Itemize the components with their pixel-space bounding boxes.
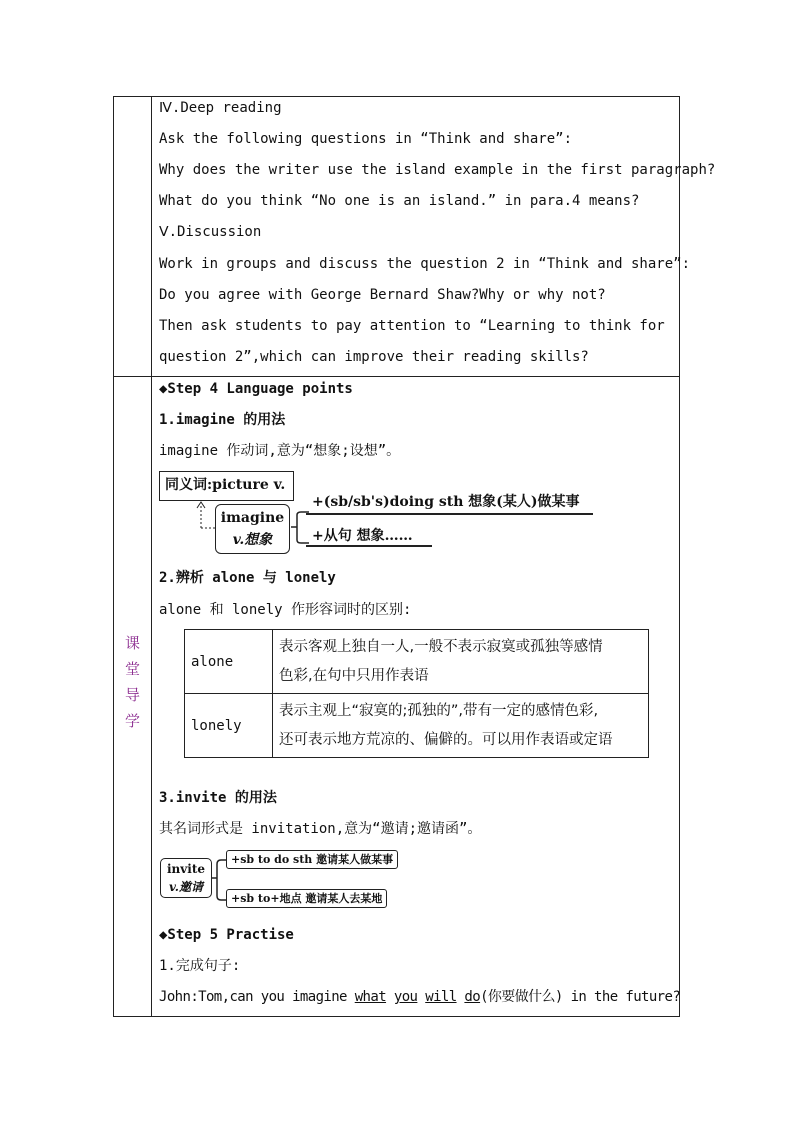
discussion-line: Then ask students to pay attention to “Learning to think for — [159, 318, 665, 334]
column-divider — [151, 96, 152, 1017]
invite-title: 3.invite 的用法 — [159, 790, 277, 806]
discussion-line: Work in groups and discuss the question 2 in “Think and share”: — [159, 256, 691, 272]
deep-reading-heading: Ⅳ.Deep reading — [159, 100, 282, 116]
imagine-branch-1: +(sb/sb's)doing sth 想象(某人)做某事 — [312, 494, 580, 510]
invite-box — [160, 858, 212, 898]
imagine-box — [215, 504, 290, 554]
imagine-word: imagine — [220, 510, 285, 526]
invite-meaning: v.邀请 — [169, 880, 203, 894]
answer-blank: do — [464, 989, 481, 1005]
step5-title: ◆Step 5 Practise — [159, 927, 294, 943]
comparison-table — [184, 629, 649, 758]
alone-lonely-title: 2.辨析 alone 与 lonely — [159, 570, 336, 586]
practice-sentence: John:Tom,can you imagine what you will do(你要做什么) in the future? — [159, 989, 681, 1005]
alone-lonely-text: alone 和 lonely 作形容词时的区别: — [159, 602, 412, 618]
discussion-line: Do you agree with George Bernard Shaw?Why or why not? — [159, 287, 606, 303]
side-label: 课 堂 导 学 — [124, 634, 140, 730]
branch-underline — [306, 545, 432, 547]
imagine-title: 1.imagine 的用法 — [159, 412, 286, 428]
deep-reading-line: Why does the writer use the island example in the first paragraph? — [159, 162, 716, 178]
table-cell-word: alone — [185, 630, 273, 694]
table-cell-word: lonely — [185, 694, 273, 758]
discussion-heading: Ⅴ.Discussion — [159, 224, 262, 240]
synonym-box: 同义词:picture v. — [159, 471, 294, 501]
answer-blank: you — [393, 989, 418, 1005]
imagine-branch-2: +从句 想象…… — [312, 528, 413, 544]
brace-connector — [211, 858, 227, 902]
deep-reading-line: What do you think “No one is an island.” in para.4 means? — [159, 193, 640, 209]
table-row — [185, 630, 649, 694]
table-row — [185, 694, 649, 758]
discussion-line: question 2”,which can improve their reading skills? — [159, 349, 589, 365]
invite-text: 其名词形式是 invitation,意为“邀请;邀请函”。 — [159, 821, 482, 837]
table-cell-desc: 表示客观上独自一人,一般不表示寂寞或孤独等感情 色彩,在句中只用作表语 — [273, 630, 649, 694]
step4-title: ◆Step 4 Language points — [159, 381, 353, 397]
answer-blank: will — [425, 989, 457, 1005]
imagine-text: imagine 作动词,意为“想象;设想”。 — [159, 443, 401, 459]
branch-underline — [306, 513, 593, 515]
table-cell-desc: 表示主观上“寂寞的;孤独的”,带有一定的感情色彩, 还可表示地方荒凉的、偏僻的。可以用作表语或定语 — [273, 694, 649, 758]
step5-sub: 1.完成句子: — [159, 958, 241, 974]
deep-reading-line: Ask the following questions in “Think and share”: — [159, 131, 573, 147]
row-divider — [113, 376, 680, 377]
invite-word: invite — [167, 862, 205, 876]
invite-branch-2: +sb to+地点 邀请某人去某地 — [226, 889, 387, 908]
brace-connector — [289, 510, 309, 544]
invite-branch-1: +sb to do sth 邀请某人做某事 — [226, 850, 398, 869]
imagine-meaning: v.想象 — [232, 532, 273, 548]
answer-blank: what — [354, 989, 387, 1005]
